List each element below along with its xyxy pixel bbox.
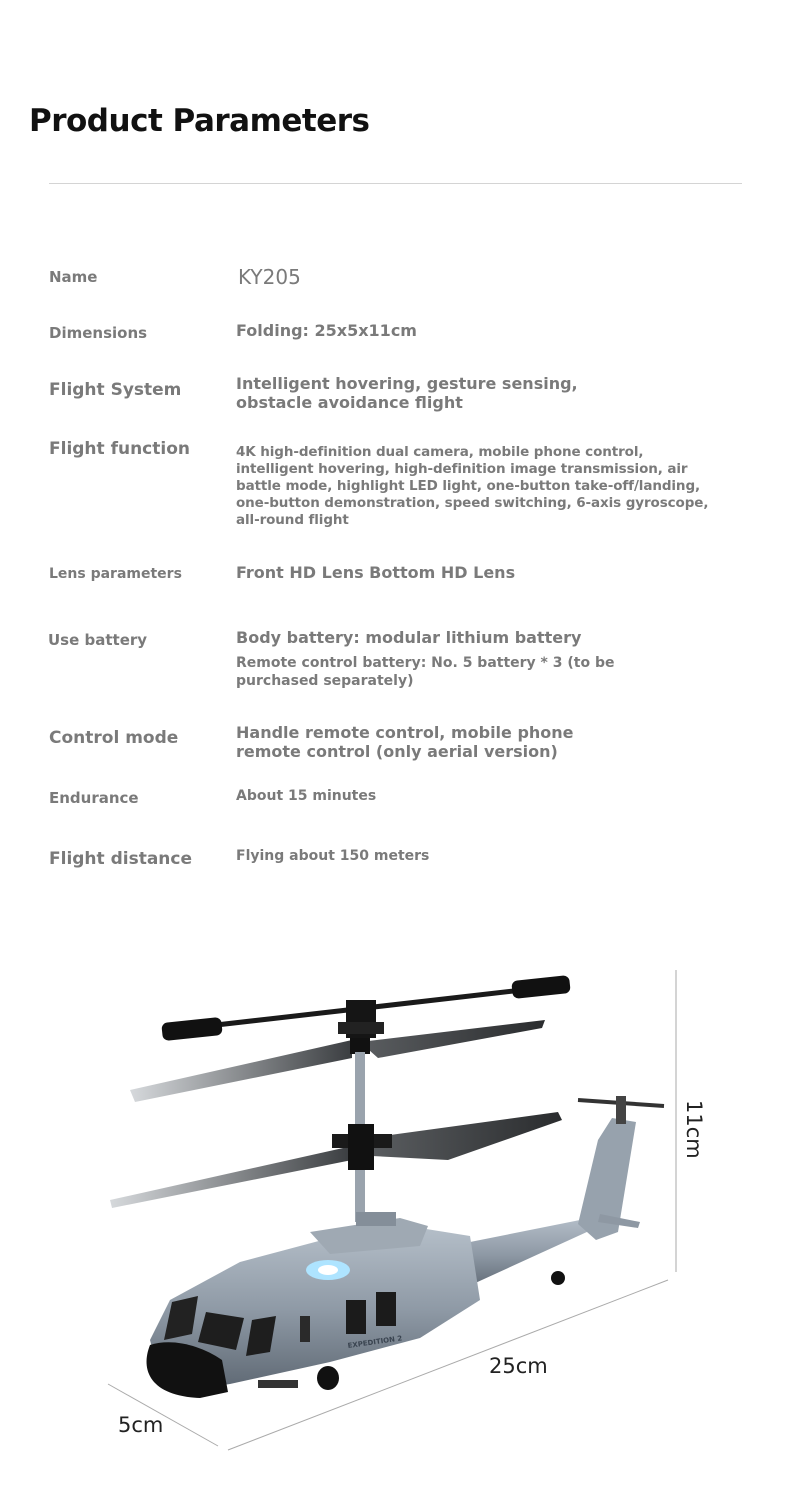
spec-value-control: Handle remote control, mobile phone remote control (only aerial version) (236, 723, 574, 762)
tail-rotor-hub (616, 1096, 626, 1124)
spec-label-flight-system: Flight System (49, 380, 182, 400)
spec-label-battery: Use battery (48, 631, 148, 649)
cabin-window-2 (376, 1292, 396, 1326)
tail-wheel (551, 1271, 565, 1285)
spec-value-name: KY205 (238, 265, 301, 289)
lower-blade-right (368, 1112, 562, 1160)
spec-label-lens: Lens parameters (49, 566, 182, 582)
spec-label-dimensions: Dimensions (49, 324, 148, 342)
upper-blade-left (130, 1040, 352, 1102)
dimension-width: 5cm (118, 1413, 164, 1437)
main-wheel (317, 1366, 339, 1390)
dimension-length: 25cm (489, 1354, 548, 1378)
door-window (300, 1316, 310, 1342)
spec-label-flight-function: Flight function (49, 439, 190, 459)
spec-value-distance: Flying about 150 meters (236, 848, 430, 864)
dimension-height: 11cm (682, 1100, 706, 1159)
cabin-window-1 (346, 1300, 366, 1334)
spec-value-battery-remote: Remote control battery: No. 5 battery * 3 (to be purchased separately) (236, 655, 615, 689)
engine-top (356, 1212, 396, 1226)
page-title: Product Parameters (29, 103, 370, 139)
divider (49, 183, 742, 184)
spec-value-flight-function: 4K high-definition dual camera, mobile phone control, intelligent hovering, high-definition image transmission, air battle mode, highlight LED light, one-button take-off/landing, one-button demonstration, speed switching, 6-axis gyroscope, all-round flight (236, 444, 709, 528)
spec-label-distance: Flight distance (49, 849, 193, 869)
lower-rotor-hub (332, 1124, 392, 1170)
spec-value-endurance: About 15 minutes (236, 788, 377, 804)
lower-blade-left (110, 1146, 352, 1208)
upper-blade-right (360, 1020, 545, 1058)
landing-skid (258, 1380, 298, 1388)
spec-label-endurance: Endurance (49, 789, 139, 807)
spec-value-battery: Body battery: modular lithium battery (236, 628, 582, 647)
spec-label-name: Name (49, 268, 98, 286)
spec-label-control: Control mode (49, 728, 179, 748)
spec-value-dimensions: Folding: 25x5x11cm (236, 321, 417, 340)
product-image (0, 940, 790, 1480)
spec-value-flight-system: Intelligent hovering, gesture sensing, obstacle avoidance flight (236, 374, 578, 413)
model-label: EXPEDITION 2 (347, 1334, 403, 1350)
helicopter-illustration (0, 940, 790, 1480)
spec-value-lens: Front HD Lens Bottom HD Lens (236, 563, 516, 582)
